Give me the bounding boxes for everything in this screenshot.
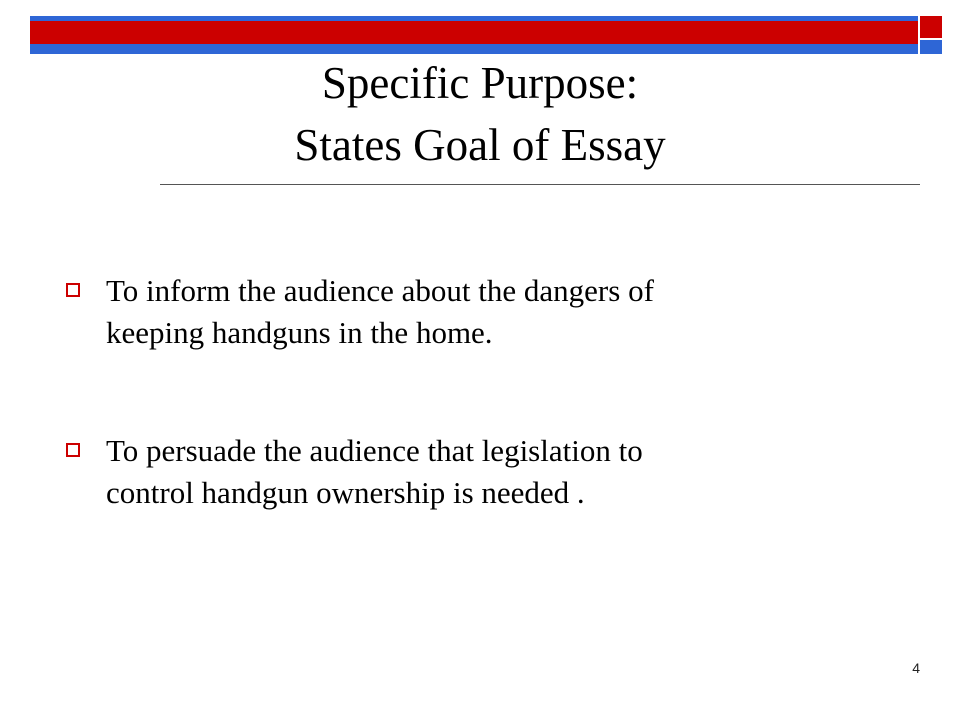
title-divider [160,184,920,185]
top-banner [30,16,918,54]
bullet-item-inform [66,270,866,354]
banner-red-stripe [30,21,918,44]
bullet-text-line: control handgun ownership is needed . [106,475,585,510]
bullet-text-line: keeping handguns in the home. [106,315,493,350]
hollow-square-icon [66,283,80,297]
bullet-item-persuade [66,430,866,514]
bullet-list [66,270,866,590]
page-number: 4 [912,660,920,676]
banner-corner-red-square [920,16,942,38]
slide-title-line-1: Specific Purpose: [321,58,639,108]
hollow-square-icon [66,443,80,457]
slide-title [0,52,960,176]
bullet-text-line: To inform the audience about the dangers of [106,273,654,308]
slide-title-line-2: States Goal of Essay [294,120,666,170]
bullet-text-line: To persuade the audience that legislation to [106,433,643,468]
